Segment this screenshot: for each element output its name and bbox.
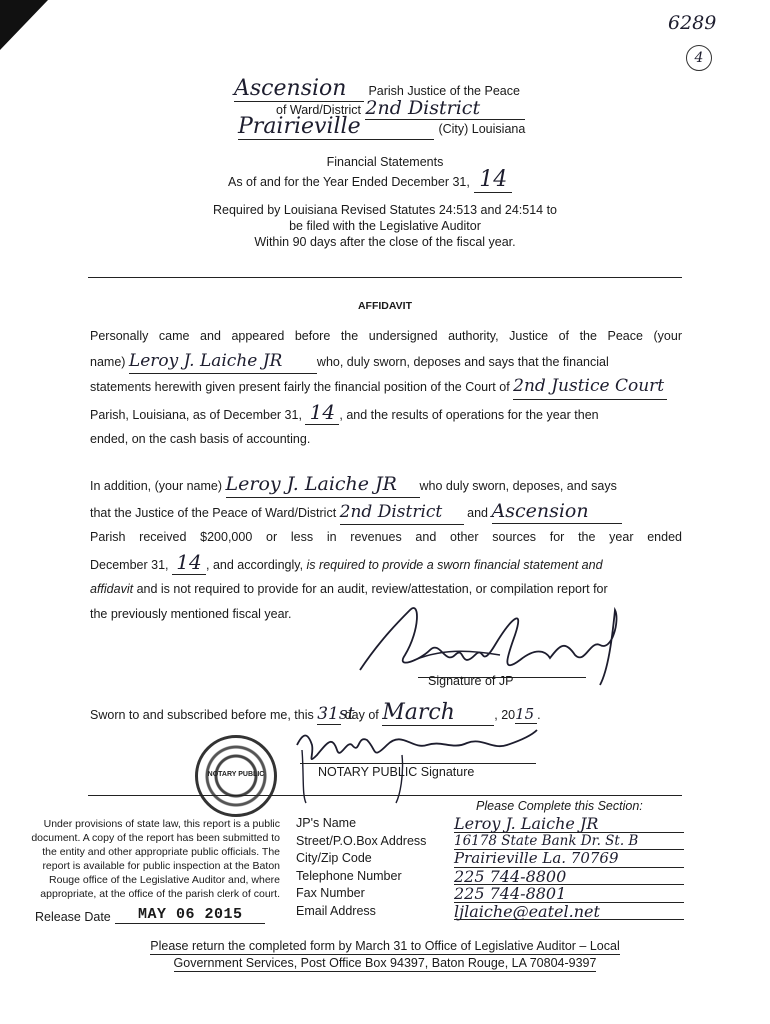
p2-affidavit-italic: affidavit — [90, 582, 134, 596]
p2-line-4 — [90, 550, 682, 578]
sworn-year-value: 15 — [515, 705, 537, 724]
jp-name-value: Leroy J. Laiche JR — [454, 815, 684, 833]
divider-bottom — [88, 795, 682, 796]
footer-line-2 — [0, 955, 770, 972]
p1-line-2-rest: who, duly sworn, deposes and says that the financial — [316, 354, 609, 369]
affidavit-title: AFFIDAVIT — [357, 300, 413, 312]
fax-value: 225 744-8801 — [454, 885, 684, 903]
sworn-text-a: Sworn to and subscribed before me, this — [90, 708, 314, 722]
p1-name-value: Leroy J. Laiche JR — [129, 349, 317, 375]
release-date-value: MAY 06 2015 — [115, 906, 265, 924]
city-value: Prairieville — [238, 114, 434, 140]
city-label: (City) Louisiana — [438, 122, 526, 136]
corner-note-circled: 4 — [686, 45, 712, 71]
contact-section — [296, 815, 690, 920]
p1-line-3 — [90, 374, 682, 400]
p2-and: and — [467, 505, 489, 520]
p2-line-5-text: and is not required to provide for an audit, review/attestation, or compilation report for — [136, 582, 608, 596]
p2-line-3: Parish received $200,000 or less in revenues and other sources for the year ended — [90, 530, 682, 544]
sworn-month-value: March — [382, 700, 494, 726]
fax-label: Fax Number — [296, 886, 365, 900]
notary-seal — [195, 735, 277, 817]
notary-signature-scribble — [292, 715, 542, 805]
telephone-label: Telephone Number — [296, 868, 402, 883]
telephone-value: 225 744-8800 — [454, 868, 684, 886]
p1-year-value: 14 — [305, 400, 339, 426]
sworn-line: Sworn to and subscribed before me, this 31st day of March , 2015 . — [90, 700, 541, 725]
year-line-text: As of and for the Year Ended December 31, — [228, 175, 470, 189]
p1-line-5: ended, on the cash basis of accounting. — [90, 432, 311, 446]
p1-name-label: name) — [90, 354, 126, 369]
financial-statements-title: Financial Statements — [326, 155, 444, 169]
p2-line-1-rest: who duly sworn, deposes, and says — [419, 479, 617, 493]
contact-field-telephone — [296, 868, 690, 886]
header-line-3 — [238, 114, 525, 140]
p2-year-value: 14 — [172, 550, 206, 576]
p2-parish-value: Ascension — [492, 499, 622, 525]
ward-label: of Ward/District — [276, 103, 361, 117]
public-record-notice: Under provisions of state law, this report is a public document. A copy of the report has been submitted to the entity and other appropriate public officials. The report is available for public inspection at the Baton Rouge office of the Legislative Auditor and, where appropriate, at the office of the parish clerk of court. — [31, 818, 280, 900]
p2-line-2-text: that the Justice of the Peace of Ward/District — [90, 505, 337, 520]
city-zip-label: City/Zip Code — [296, 851, 372, 865]
jp-signature-label: Signature of JP — [428, 674, 514, 688]
p2-name-value: Leroy J. Laiche JR — [226, 472, 420, 498]
p2-line-4-italic: is required to provide a sworn financial statement and — [306, 557, 603, 572]
p1-line-4 — [90, 400, 682, 428]
contact-field-jp-name — [296, 815, 690, 833]
p1-court-value: 2nd Justice Court — [513, 374, 667, 400]
footer-line-2-text: Government Services, Post Office Box 94397, Baton Rouge, LA 70804-9397 — [173, 956, 597, 970]
corner-note-number: 6289 — [668, 12, 717, 34]
torn-corner — [0, 0, 48, 50]
contact-field-fax — [296, 885, 690, 903]
p2-line-5 — [90, 577, 682, 602]
email-value: ljlaiche@eatel.net — [454, 903, 684, 921]
jp-name-label: JP's Name — [296, 816, 357, 830]
sworn-text-c: , 20 — [494, 708, 516, 722]
p1-line-4-text: Parish, Louisiana, as of December 31, — [90, 407, 302, 422]
p2-line-1-text: In addition, (your name) — [90, 479, 223, 493]
required-line-2: be filed with the Legislative Auditor — [289, 219, 481, 233]
p1-line-2 — [90, 349, 682, 375]
p2-line-1 — [90, 472, 682, 499]
p2-district-value: 2nd District — [340, 500, 464, 526]
required-line-3: Within 90 days after the close of the fiscal year. — [254, 235, 516, 249]
street-value: 16178 State Bank Dr. St. B — [454, 833, 684, 851]
p2-line-4-rest: , and accordingly, — [206, 557, 304, 572]
sworn-day-value: 31st — [317, 704, 355, 724]
p2-line-6: the previously mentioned fiscal year. — [90, 606, 292, 621]
city-zip-value: Prairieville La. 70769 — [454, 850, 684, 868]
p1-line-4-rest: , and the results of operations for the year then — [339, 407, 599, 422]
year-value: 14 — [474, 167, 512, 193]
contact-field-email — [296, 903, 690, 921]
parish-label: Parish Justice of the Peace — [368, 84, 520, 98]
notary-signature-label: NOTARY PUBLIC Signature — [318, 765, 475, 779]
footer-instructions — [0, 938, 770, 972]
contact-heading: Please Complete this Section: — [476, 799, 643, 813]
release-date-label: Release Date — [35, 910, 111, 924]
parish-name-value: Ascension — [234, 76, 364, 102]
notary-signature-line — [300, 763, 536, 764]
affidavit-paragraph-1 — [90, 324, 682, 452]
year-line — [228, 167, 512, 193]
p1-line-3-text: statements herewith given present fairly the financial position of the Court of — [90, 380, 510, 394]
contact-field-city-zip — [296, 850, 690, 868]
p2-line-2 — [90, 499, 682, 526]
p2-line-4-text: December 31, — [90, 557, 169, 572]
contact-field-street — [296, 833, 690, 851]
divider-top — [88, 277, 682, 278]
required-line-1: Required by Louisiana Revised Statutes 24:513 and 24:514 to — [213, 203, 557, 217]
sworn-text-b: day of — [344, 708, 379, 722]
footer-line-1-text: Please return the completed form by March 31 to Office of Legislative Auditor – Local — [150, 939, 620, 953]
email-label: Email Address — [296, 903, 376, 918]
ward-value: 2nd District — [365, 97, 525, 120]
release-date-row — [35, 905, 265, 924]
street-label: Street/P.O.Box Address — [296, 833, 427, 848]
notary-seal-text: NOTARY PUBLIC — [207, 771, 265, 778]
footer-line-1 — [0, 938, 770, 955]
p1-line-1: Personally came and appeared before the undersigned authority, Justice of the Peace (your — [90, 329, 682, 343]
